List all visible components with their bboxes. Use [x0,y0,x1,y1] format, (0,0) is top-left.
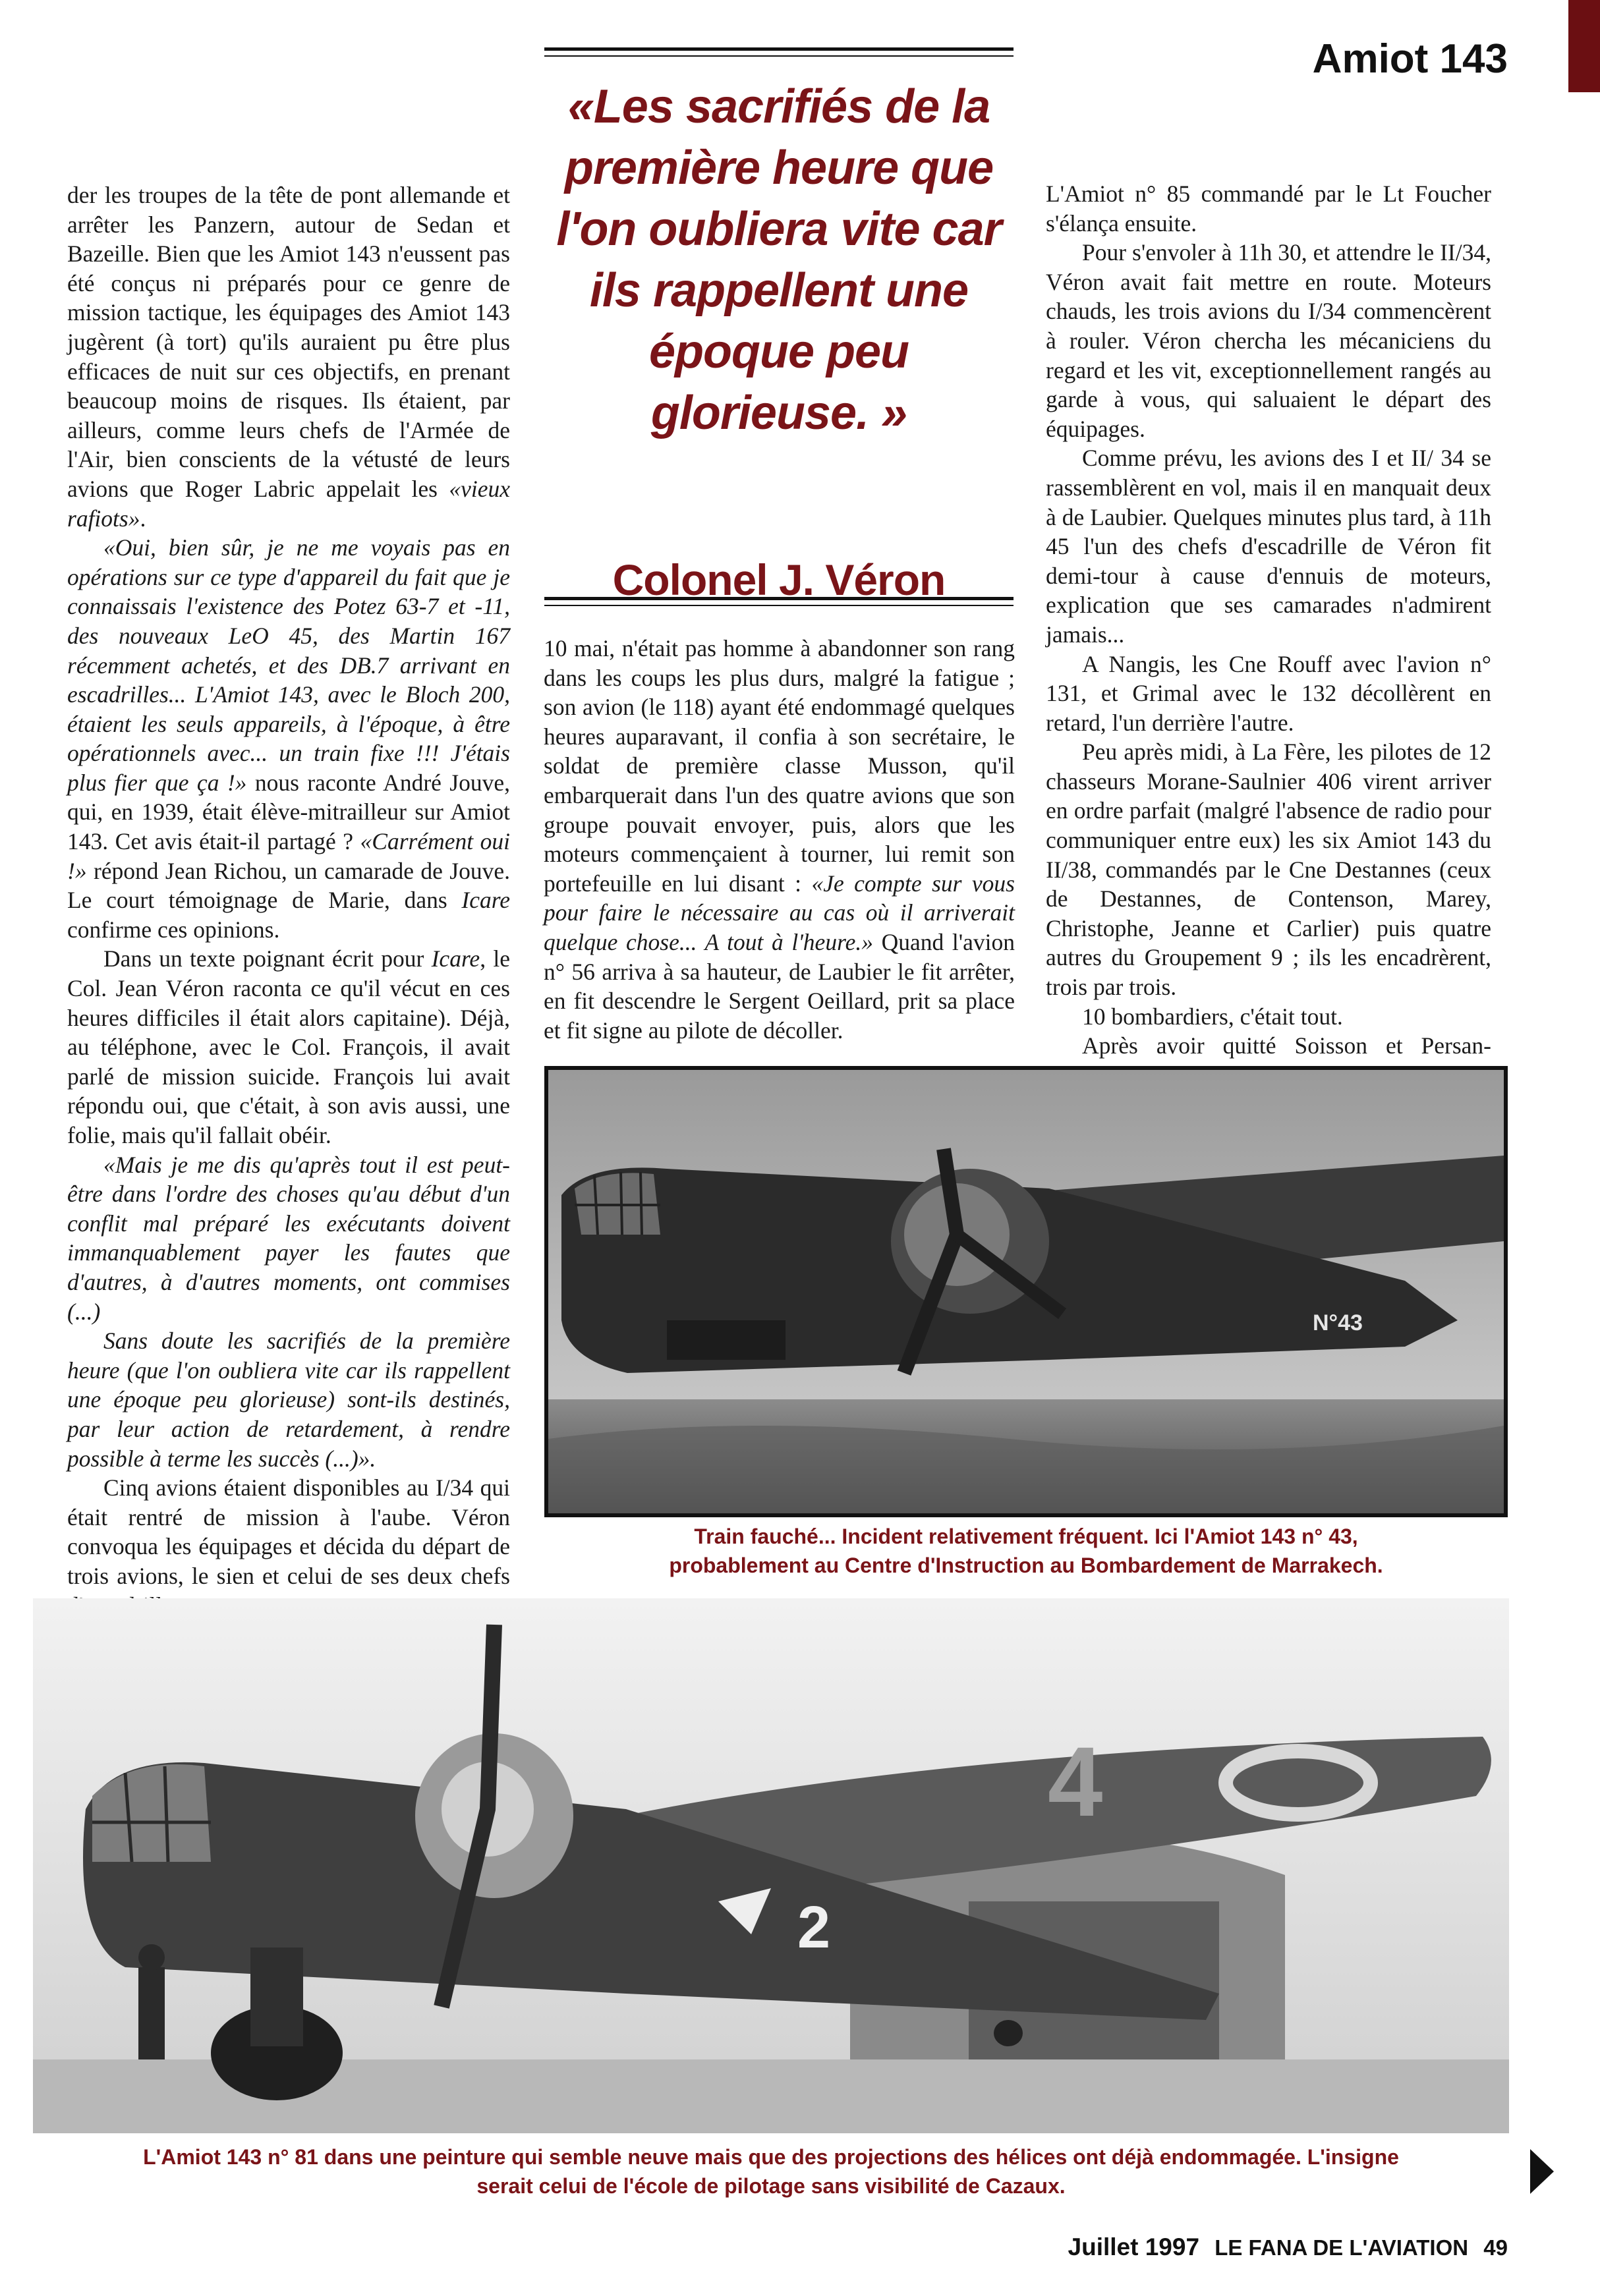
paragraph: L'Amiot n° 85 commandé par le Lt Foucher s'élança ensuite. [1046,181,1491,237]
photo-caption-1 [544,1522,1508,1580]
pull-quote-author: Colonel J. Véron [612,555,946,604]
footer-magazine: LE FANA DE L'AVIATION [1214,2235,1469,2260]
caption-line: serait celui de l'école de pilotage sans visibilité de Cazaux. [476,2174,1066,2198]
aircraft-photo-illustration [33,1598,1509,2133]
paragraph: «Oui, bien sûr, je ne me voyais pas en opérations sur ce type d'appareil du fait que je connaissais l'existence des Potez 63-7 et -11, des nouveaux LeO 45, des Martin 167 récemment achetés, et des DB.7 arrivant en escadrilles... L'Amiot 143, avec le Bloch 200, étaient les seuls appareils, à l'époque, à être opérationnels avec... un train fixe !!! J'étais plus fier que ça !» nous raconte André Jouve, qui, en 1939, était élève-mitrailleur sur Amiot 143. Cet avis était-il partagé ? «Carrément oui !» répond Jean Richou, un camarade de Jouve. Le court témoignage de Marie, dans Icare confirme ces opinions. [67,534,510,943]
aircraft-photo-illustration [548,1070,1504,1513]
quote-paragraph: «Mais je me dis qu'après tout il est peut-être dans l'ordre des choses qu'au début d'un conflit mal préparé les exécutants doivent immanquablement payer les fautes que d'autres, à d'autres moments, ont commises (...) [67,1151,510,1325]
paragraph: 10 mai, n'était pas homme à abandonner son rang dans les coups les plus durs, malgré la fatigue ; son avion (le 118) ayant été endommagé quelques heures auparavant, il confia à son secrétaire, le soldat de première classe Musson, qu'il embarquerait dans l'un des quatre avions que son groupe pouvait envoyer, puis, alors que les moteurs commençaient à tourner, lui remit son portefeuille en lui disant : «Je compte sur vous pour faire le nécessaire au cas où il arriverait quelque chose... A tout à l'heure.» Quand l'avion n° 56 arriva à sa hauteur, de Laubier le fit arrêter, en fit descendre le Sergent Oeillard, prit sa place et fit signe au pilote de décoller. [544,635,1015,1044]
paragraph: Dans un texte poignant écrit pour Icare, le Col. Jean Véron raconta ce qu'il vécut en ces heures difficiles il était alors capitaine). Déjà, au téléphone, avec le Col. François, il avait parlé de mission suicide. François lui avait répondu oui, que c'était, à son avis aussi, une folie, mais qu'il fallait obéir. [67,945,510,1148]
text-column-1 [67,181,510,1737]
continue-arrow-icon [1530,2149,1554,2194]
paragraph: Pour s'envoler à 11h 30, et attendre le II/34, Véron avait fait mettre en route. Moteurs chauds, les trois avions du I/34 commencèrent à rouler. Véron chercha les mécaniciens du regard et les vit, exceptionnellement rangés au garde à vous, qui saluaient le départ des équipages. [1046,239,1491,442]
paragraph: A Nangis, les Cne Rouff avec l'avion n° 131, et Grimal avec le 132 décollèrent en retard, l'un derrière l'autre. [1046,650,1491,736]
photo-amiot-43 [544,1066,1508,1517]
fuselage-marking: 2 [797,1895,831,1961]
fuselage-marking: N°43 [1313,1310,1363,1335]
paragraph: 10 bombardiers, c'était tout. [1082,1003,1343,1030]
paragraph: Après avoir quitté Soisson et Persan- [1082,1032,1491,1059]
page-number: 49 [1483,2235,1508,2260]
paragraph: Peu après midi, à La Fère, les pilotes de 12 chasseurs Morane-Saulnier 406 virent arriver en ordre parfait (malgré l'absence de radio pour communiquer entre eux) les six Amiot 143 du II/38, commandés par le Cne Destannes (ceux de Destannes, de Contenson, Marey, Christophe, Jeanne et Carlier) puis quatre autres du Groupement 9 ; ils les encadrèrent, trois par trois. [1046,739,1491,1001]
paragraph: Comme prévu, les avions des I et II/ 34 se rassemblèrent en vol, mais il en manquait deux à de Laubier. Quelques minutes plus tard, à 11h 45 l'un des chefs d'escadrille de Véron fit demi-tour à cause d'ennuis de moteurs, explication que ses camarades n'admirent jamais... [1046,445,1491,648]
paragraph: Cinq avions étaient disponibles au I/34 qui était rentré de mission à l'aube. Véron convoqua les équipages et décida du départ de trois avions, le sien et celui de ses deux chefs [67,1474,510,1589]
caption-line: probablement au Centre d'Instruction au Bombardement de Marrakech. [669,1554,1383,1577]
pull-quote [544,47,1014,606]
paragraph: der les troupes de la tête de pont allemande et arrêter les Panzern, autour de Sedan et Bazeille. Bien que les Amiot 143 n'eussent pas été conçus ni préparés pour ce genre de mission tactique, les équipages des Amiot 143 jugèrent (à tort) qu'ils auraient pu être plus efficaces de nuit sur ces objectifs, en prenant beaucoup moins de risques. Ils étaient, par ailleurs, comme leurs chefs de l'Armée de l'Air, bien conscients de la vétusté de leurs avions que Roger Labric appelait les «vieux rafiots». [67,182,510,532]
text-column-2 [544,634,1015,1045]
running-header: Amiot 143 [1312,36,1508,82]
quote-paragraph: Sans doute les sacrifiés de la première heure (que l'on oubliera vite car ils rappellent une époque peu glorieuse) sont-ils destinés, par leur action de retardement, à rendre possible à terme les succès (...)». [67,1328,510,1472]
photo-amiot-81 [33,1598,1509,2133]
text-column-3 [1046,179,1491,1090]
caption-line: Train fauché... Incident relativement fréquent. Ici l'Amiot 143 n° 43, [694,1525,1358,1548]
photo-caption-2 [46,2142,1496,2200]
header-color-bar [1568,0,1600,92]
wing-marking: 4 [1048,1726,1103,1837]
caption-line: L'Amiot 143 n° 81 dans une peinture qui semble neuve mais que des projections des hélices ont déjà endommagée. L'insigne [143,2145,1399,2169]
pull-quote-text: «Les sacrifiés de la première heure que l'on oubliera vite car ils rappellent une époque peu glorieuse. » [556,80,1002,439]
page-footer [1068,2233,1508,2261]
pull-quote-rule-bottom [544,597,1014,606]
footer-date: Juillet 1997 [1068,2233,1200,2260]
pull-quote-rule-top [544,47,1014,57]
